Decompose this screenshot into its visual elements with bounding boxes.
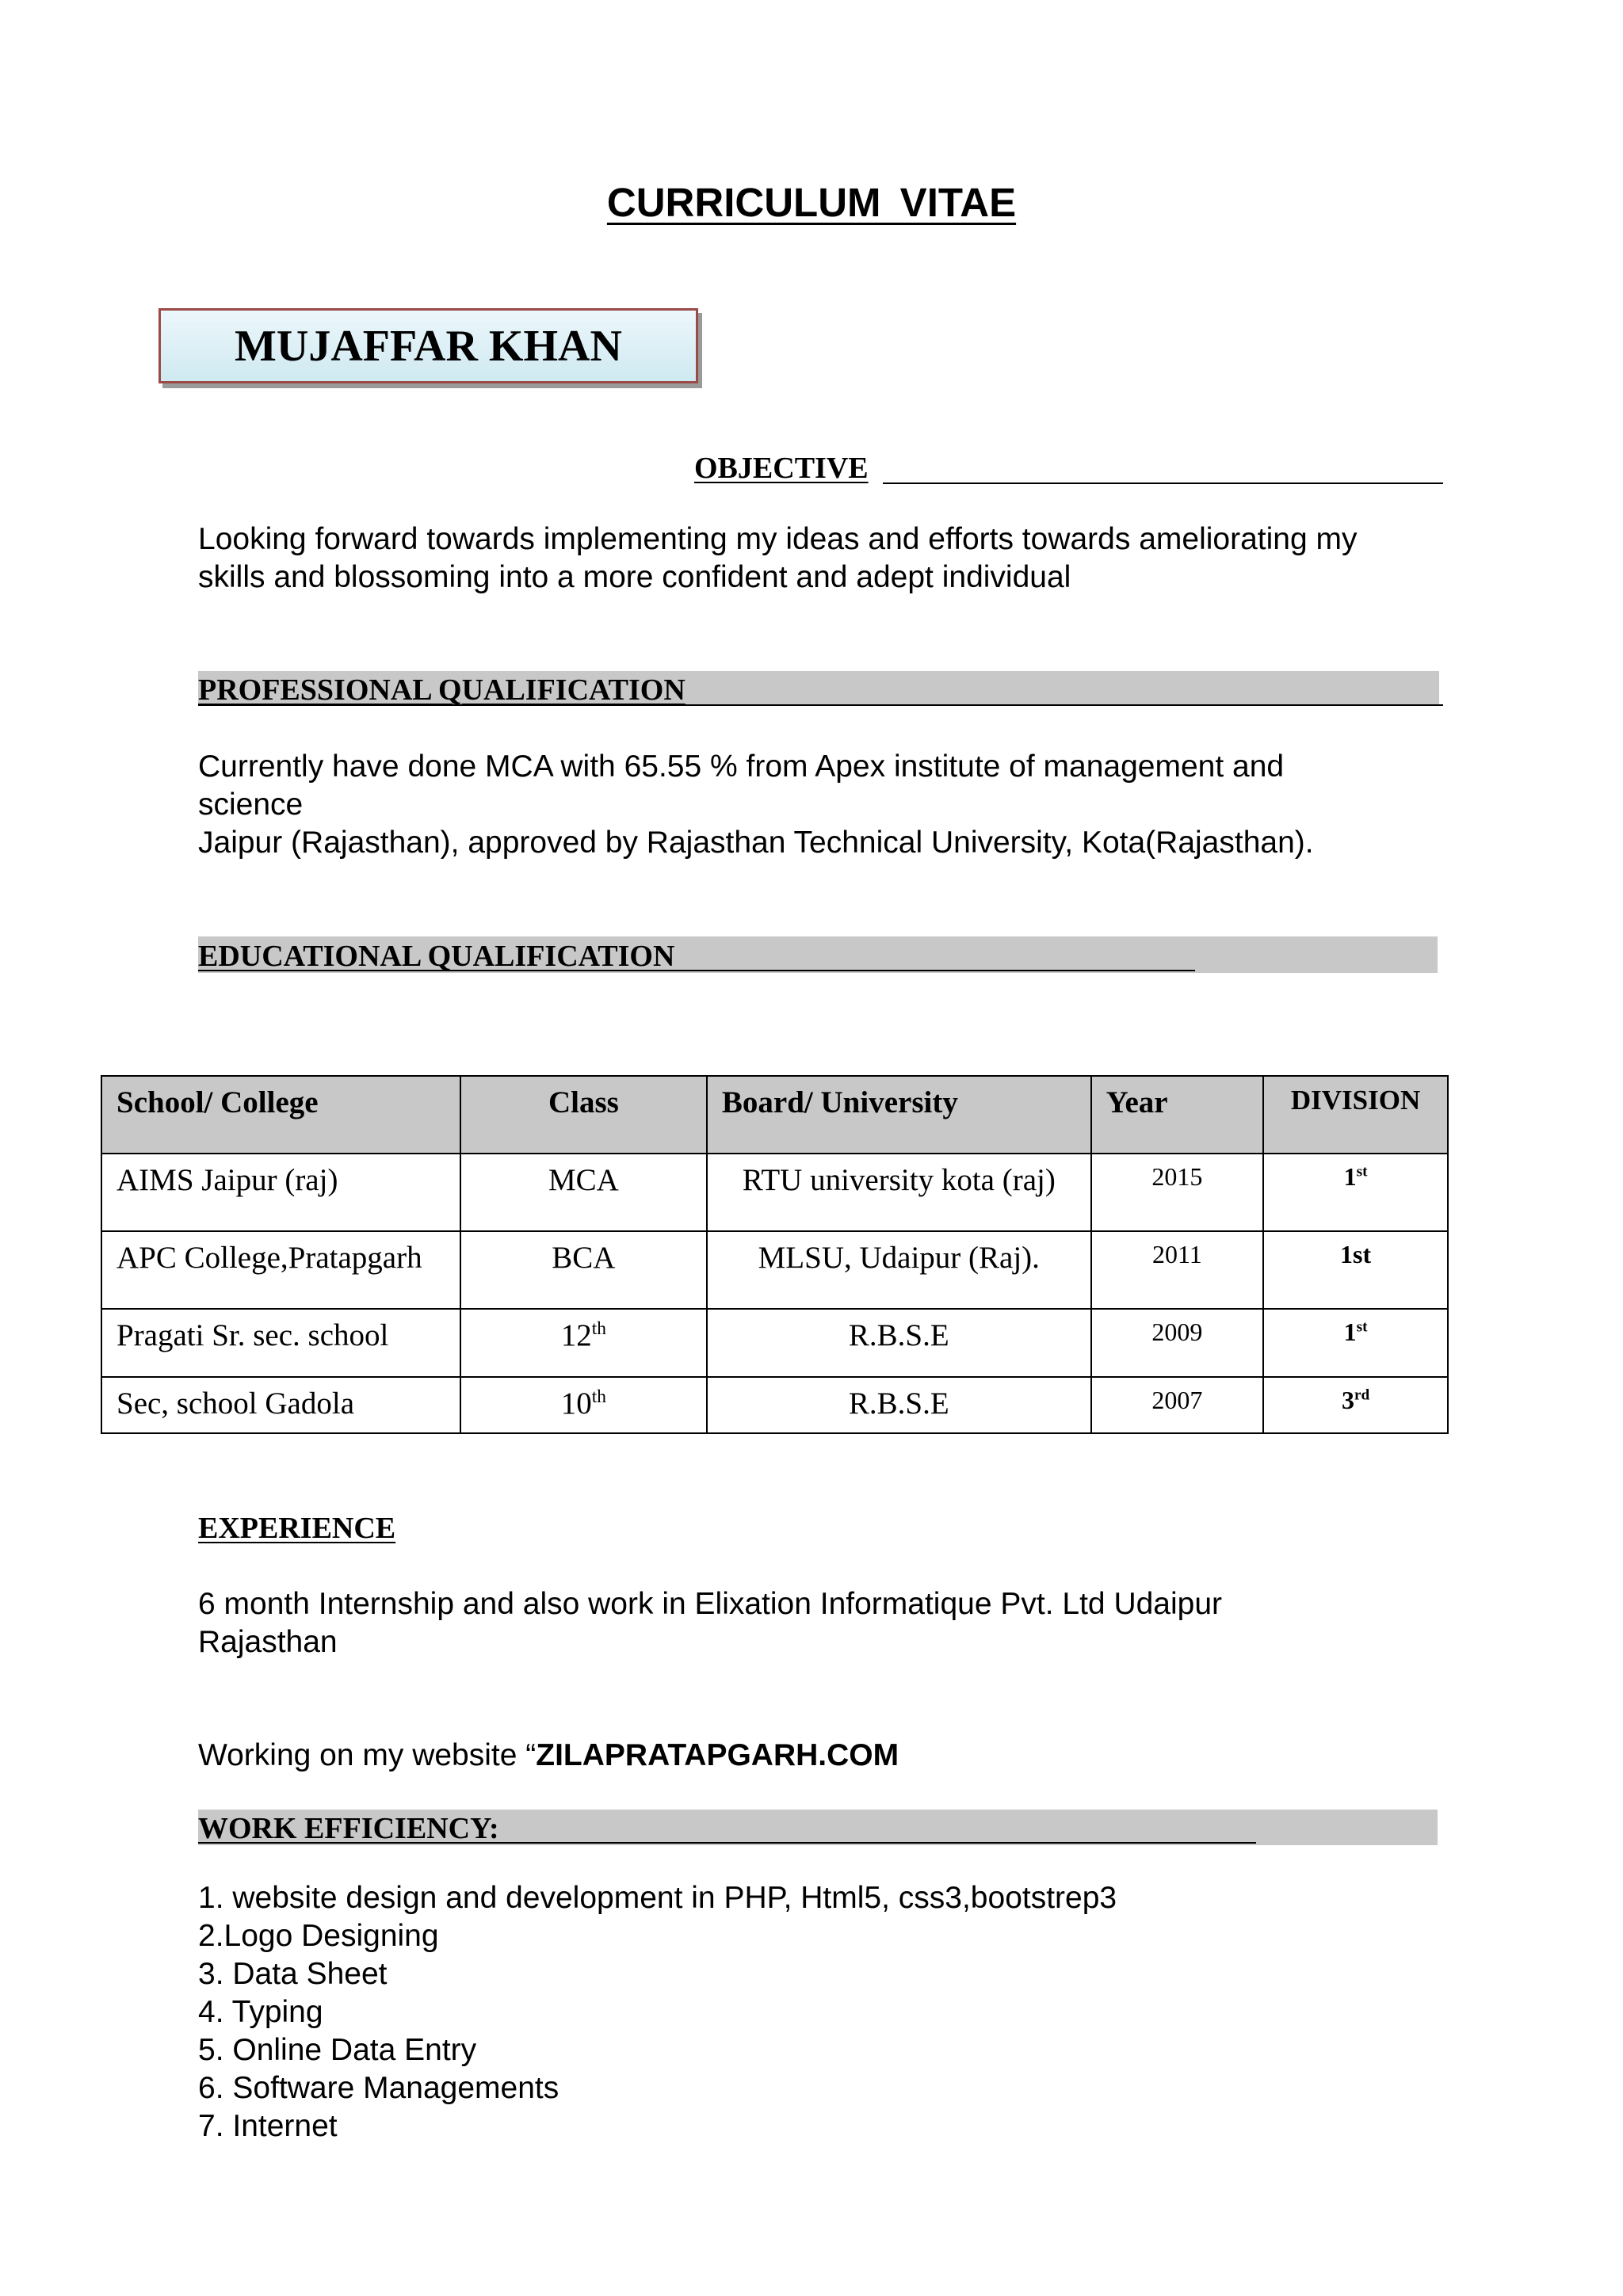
column-header: Class (460, 1076, 707, 1154)
year-cell: 2011 (1091, 1231, 1263, 1309)
objective-heading: OBJECTIVE (694, 452, 869, 485)
list-item: 4. Typing (198, 1995, 323, 2029)
year-cell: 2015 (1091, 1154, 1263, 1231)
website-name: ZILAPRATAPGARH.COM (536, 1738, 899, 1772)
division-cell: 1st (1263, 1309, 1448, 1377)
board-cell: R.B.S.E (707, 1309, 1091, 1377)
division-cell: 3rd (1263, 1377, 1448, 1433)
school-cell: Pragati Sr. sec. school (101, 1309, 460, 1377)
column-header: DIVISION (1263, 1076, 1448, 1154)
professional-line: Jaipur (Rajasthan), approved by Rajasthan Technical University, Kota(Rajasthan). (198, 826, 1314, 860)
education-table (101, 1075, 1449, 1434)
list-item: 3. Data Sheet (198, 1957, 388, 1991)
list-item: 2.Logo Designing (198, 1919, 439, 1953)
list-item: 1. website design and development in PHP, Html5, css3,bootstrep3 (198, 1881, 1117, 1915)
website-line: Working on my website “ZILAPRATAPGARH.COM (198, 1738, 899, 1772)
year-cell: 2007 (1091, 1377, 1263, 1433)
table-row (101, 1309, 1448, 1377)
division-cell: 1st (1263, 1231, 1448, 1309)
table-row (101, 1377, 1448, 1433)
class-cell: MCA (460, 1154, 707, 1231)
class-cell: BCA (460, 1231, 707, 1309)
document-title: CURRICULUM VITAE (606, 180, 1017, 225)
objective-line: skills and blossoming into a more confident and adept individual (198, 560, 1071, 594)
table-row (101, 1154, 1448, 1231)
list-item: 7. Internet (198, 2109, 338, 2143)
professional-text (198, 748, 1314, 862)
column-header: Year (1091, 1076, 1263, 1154)
experience-line: 6 month Internship and also work in Elixation Informatique Pvt. Ltd Udaipur (198, 1587, 1223, 1621)
column-header: School/ College (101, 1076, 460, 1154)
educational-heading: EDUCATIONAL QUALIFICATION (198, 940, 675, 973)
objective-rule (883, 482, 1443, 484)
class-cell: 12th (460, 1309, 707, 1377)
year-cell: 2009 (1091, 1309, 1263, 1377)
table-row (101, 1231, 1448, 1309)
experience-heading: EXPERIENCE (198, 1512, 396, 1545)
division-cell: 1st (1263, 1154, 1448, 1231)
class-cell: 10th (460, 1377, 707, 1433)
school-cell: Sec, school Gadola (101, 1377, 460, 1433)
school-cell: AIMS Jaipur (raj) (101, 1154, 460, 1231)
experience-text (198, 1585, 1222, 1661)
school-cell: APC College,Pratapgarh (101, 1231, 460, 1309)
objective-text (198, 521, 1357, 597)
professional-line: Currently have done MCA with 65.55 % from Apex institute of management and (198, 749, 1285, 784)
board-cell: MLSU, Udaipur (Raj). (707, 1231, 1091, 1309)
objective-line: Looking forward towards implementing my ideas and efforts towards ameliorating my (198, 522, 1358, 556)
list-item: 5. Online Data Entry (198, 2033, 477, 2067)
professional-line: science (198, 788, 304, 822)
list-item: 6. Software Managements (198, 2071, 559, 2105)
experience-line: Rajasthan (198, 1625, 338, 1659)
work-efficiency-list (198, 1879, 1117, 2145)
board-cell: R.B.S.E (707, 1377, 1091, 1433)
table-header-row (101, 1076, 1448, 1154)
work-efficiency-heading: WORK EFFICIENCY: (198, 1812, 499, 1845)
candidate-name: MUJAFFAR KHAN (158, 308, 698, 383)
board-cell: RTU university kota (raj) (707, 1154, 1091, 1231)
professional-heading: PROFESSIONAL QUALIFICATION (198, 673, 685, 707)
column-header: Board/ University (707, 1076, 1091, 1154)
